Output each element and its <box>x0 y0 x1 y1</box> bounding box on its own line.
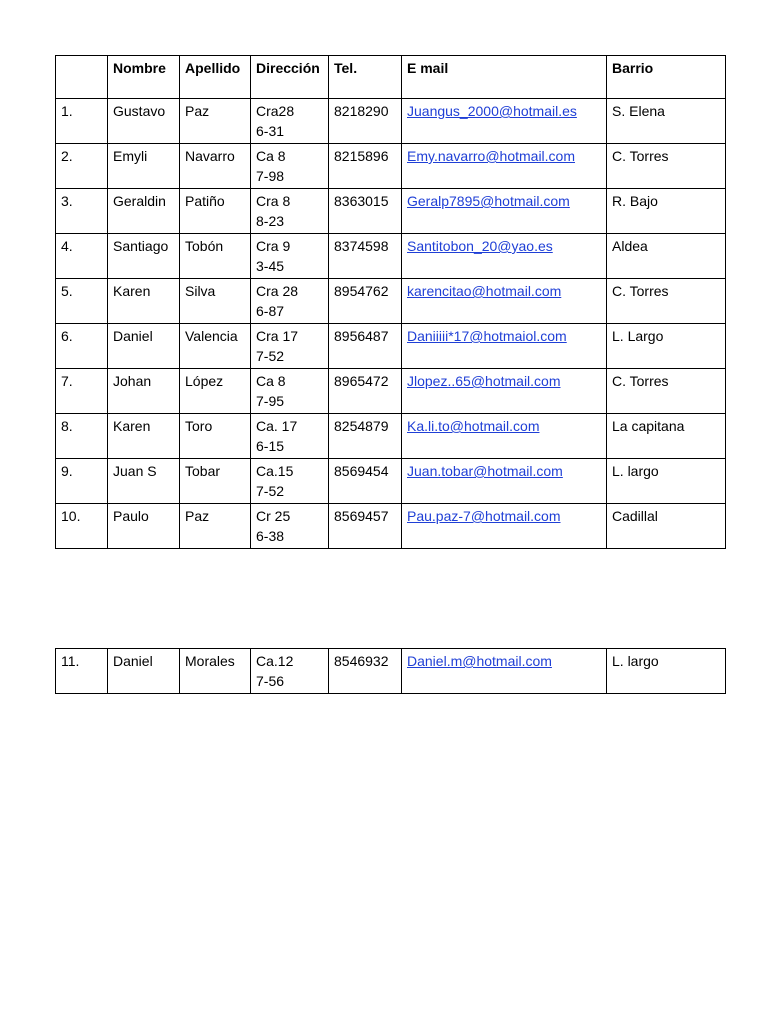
table-row <box>56 504 726 549</box>
direccion-line-2: 6-38 <box>256 528 285 544</box>
cell-tel: 8956487 <box>329 324 402 369</box>
cell-direccion <box>251 99 329 144</box>
cell-tel: 8954762 <box>329 279 402 324</box>
cell-nombre: Daniel <box>108 324 180 369</box>
direccion-line-1: Cra 28 <box>256 283 299 299</box>
cell-nombre: Gustavo <box>108 99 180 144</box>
cell-barrio: Cadillal <box>607 504 726 549</box>
cell-email <box>402 414 607 459</box>
table-row <box>56 189 726 234</box>
row-number: 11. <box>56 649 108 694</box>
table-row <box>56 369 726 414</box>
direccion-line-1: Ca.15 <box>256 463 294 479</box>
direccion-line-2: 6-31 <box>256 123 285 139</box>
cell-direccion <box>251 144 329 189</box>
direccion-line-2: 7-52 <box>256 483 285 499</box>
email-link[interactable]: Pau.paz-7@hotmail.com <box>407 508 561 524</box>
cell-barrio: L. Largo <box>607 324 726 369</box>
header-row <box>56 56 726 99</box>
contacts-table-continued-body <box>56 649 726 694</box>
header-direccion: Dirección <box>251 56 329 99</box>
cell-tel: 8965472 <box>329 369 402 414</box>
cell-nombre: Daniel <box>108 649 180 694</box>
table-row <box>56 649 726 694</box>
cell-email <box>402 369 607 414</box>
table-row <box>56 324 726 369</box>
email-link[interactable]: Emy.navarro@hotmail.com <box>407 148 575 164</box>
row-number: 7. <box>56 369 108 414</box>
cell-barrio: R. Bajo <box>607 189 726 234</box>
cell-direccion <box>251 324 329 369</box>
contacts-table-continued <box>55 648 726 694</box>
cell-direccion <box>251 234 329 279</box>
cell-apellido: Valencia <box>180 324 251 369</box>
direccion-line-1: Cra 17 <box>256 328 299 344</box>
cell-nombre: Johan <box>108 369 180 414</box>
cell-barrio: S. Elena <box>607 99 726 144</box>
cell-apellido: Paz <box>180 99 251 144</box>
direccion-line-1: Cra28 <box>256 103 295 119</box>
direccion-line-2: 7-52 <box>256 348 285 364</box>
cell-apellido: Tobón <box>180 234 251 279</box>
row-number: 4. <box>56 234 108 279</box>
direccion-line-1: Ca 8 <box>256 148 286 164</box>
cell-apellido: López <box>180 369 251 414</box>
cell-barrio: Aldea <box>607 234 726 279</box>
direccion-line-2: 7-95 <box>256 393 285 409</box>
direccion-line-1: Cr 25 <box>256 508 291 524</box>
row-number: 3. <box>56 189 108 234</box>
email-link[interactable]: karencitao@hotmail.com <box>407 283 562 299</box>
cell-email <box>402 324 607 369</box>
header-barrio: Barrio <box>607 56 726 99</box>
header-num <box>56 56 108 99</box>
email-link[interactable]: Geralp7895@hotmail.com <box>407 193 570 209</box>
cell-barrio: C. Torres <box>607 144 726 189</box>
header-apellido: Apellido <box>180 56 251 99</box>
direccion-line-1: Ca.12 <box>256 653 294 669</box>
table-row <box>56 99 726 144</box>
cell-email <box>402 459 607 504</box>
table-row <box>56 234 726 279</box>
cell-tel: 8215896 <box>329 144 402 189</box>
header-email: E mail <box>402 56 607 99</box>
cell-email <box>402 189 607 234</box>
cell-apellido: Patiño <box>180 189 251 234</box>
cell-apellido: Navarro <box>180 144 251 189</box>
header-tel: Tel. <box>329 56 402 99</box>
cell-direccion <box>251 414 329 459</box>
email-link[interactable]: Jlopez..65@hotmail.com <box>407 373 561 389</box>
contacts-table-body <box>56 99 726 549</box>
cell-barrio: La capitana <box>607 414 726 459</box>
cell-tel: 8218290 <box>329 99 402 144</box>
row-number: 2. <box>56 144 108 189</box>
cell-nombre: Geraldin <box>108 189 180 234</box>
cell-barrio: C. Torres <box>607 369 726 414</box>
cell-email <box>402 99 607 144</box>
cell-apellido: Morales <box>180 649 251 694</box>
cell-direccion <box>251 279 329 324</box>
cell-email <box>402 504 607 549</box>
direccion-line-2: 6-15 <box>256 438 285 454</box>
cell-tel: 8569454 <box>329 459 402 504</box>
cell-email <box>402 279 607 324</box>
cell-nombre: Santiago <box>108 234 180 279</box>
direccion-line-2: 3-45 <box>256 258 285 274</box>
email-link[interactable]: Ka.li.to@hotmail.com <box>407 418 540 434</box>
email-link[interactable]: Juan.tobar@hotmail.com <box>407 463 563 479</box>
direccion-line-2: 6-87 <box>256 303 285 319</box>
cell-barrio: L. largo <box>607 649 726 694</box>
cell-direccion <box>251 459 329 504</box>
contacts-table <box>55 55 726 549</box>
cell-apellido: Silva <box>180 279 251 324</box>
direccion-line-2: 7-56 <box>256 673 285 689</box>
table-row <box>56 459 726 504</box>
direccion-line-1: Cra 8 <box>256 193 291 209</box>
cell-email <box>402 649 607 694</box>
direccion-line-1: Cra 9 <box>256 238 291 254</box>
cell-apellido: Paz <box>180 504 251 549</box>
cell-direccion <box>251 189 329 234</box>
table-row <box>56 144 726 189</box>
direccion-line-1: Ca 8 <box>256 373 286 389</box>
cell-direccion <box>251 369 329 414</box>
cell-nombre: Juan S <box>108 459 180 504</box>
cell-nombre: Karen <box>108 279 180 324</box>
row-number: 8. <box>56 414 108 459</box>
email-link[interactable]: Santitobon_20@yao.es <box>407 238 553 254</box>
cell-tel: 8374598 <box>329 234 402 279</box>
cell-apellido: Toro <box>180 414 251 459</box>
cell-nombre: Paulo <box>108 504 180 549</box>
cell-barrio: L. largo <box>607 459 726 504</box>
cell-barrio: C. Torres <box>607 279 726 324</box>
row-number: 9. <box>56 459 108 504</box>
header-nombre: Nombre <box>108 56 180 99</box>
cell-direccion <box>251 504 329 549</box>
email-link[interactable]: Daniel.m@hotmail.com <box>407 653 552 669</box>
direccion-line-2: 8-23 <box>256 213 285 229</box>
cell-tel: 8363015 <box>329 189 402 234</box>
cell-tel: 8546932 <box>329 649 402 694</box>
row-number: 1. <box>56 99 108 144</box>
row-number: 10. <box>56 504 108 549</box>
cell-nombre: Emyli <box>108 144 180 189</box>
row-number: 5. <box>56 279 108 324</box>
table-row <box>56 279 726 324</box>
direccion-line-1: Ca. 17 <box>256 418 298 434</box>
email-link[interactable]: Juangus_2000@hotmail.es <box>407 103 577 119</box>
cell-apellido: Tobar <box>180 459 251 504</box>
row-number: 6. <box>56 324 108 369</box>
cell-direccion <box>251 649 329 694</box>
direccion-line-2: 7-98 <box>256 168 285 184</box>
table-row <box>56 414 726 459</box>
cell-tel: 8569457 <box>329 504 402 549</box>
email-link[interactable]: Daniiiii*17@hotmaiol.com <box>407 328 567 344</box>
cell-email <box>402 234 607 279</box>
cell-email <box>402 144 607 189</box>
cell-tel: 8254879 <box>329 414 402 459</box>
cell-nombre: Karen <box>108 414 180 459</box>
